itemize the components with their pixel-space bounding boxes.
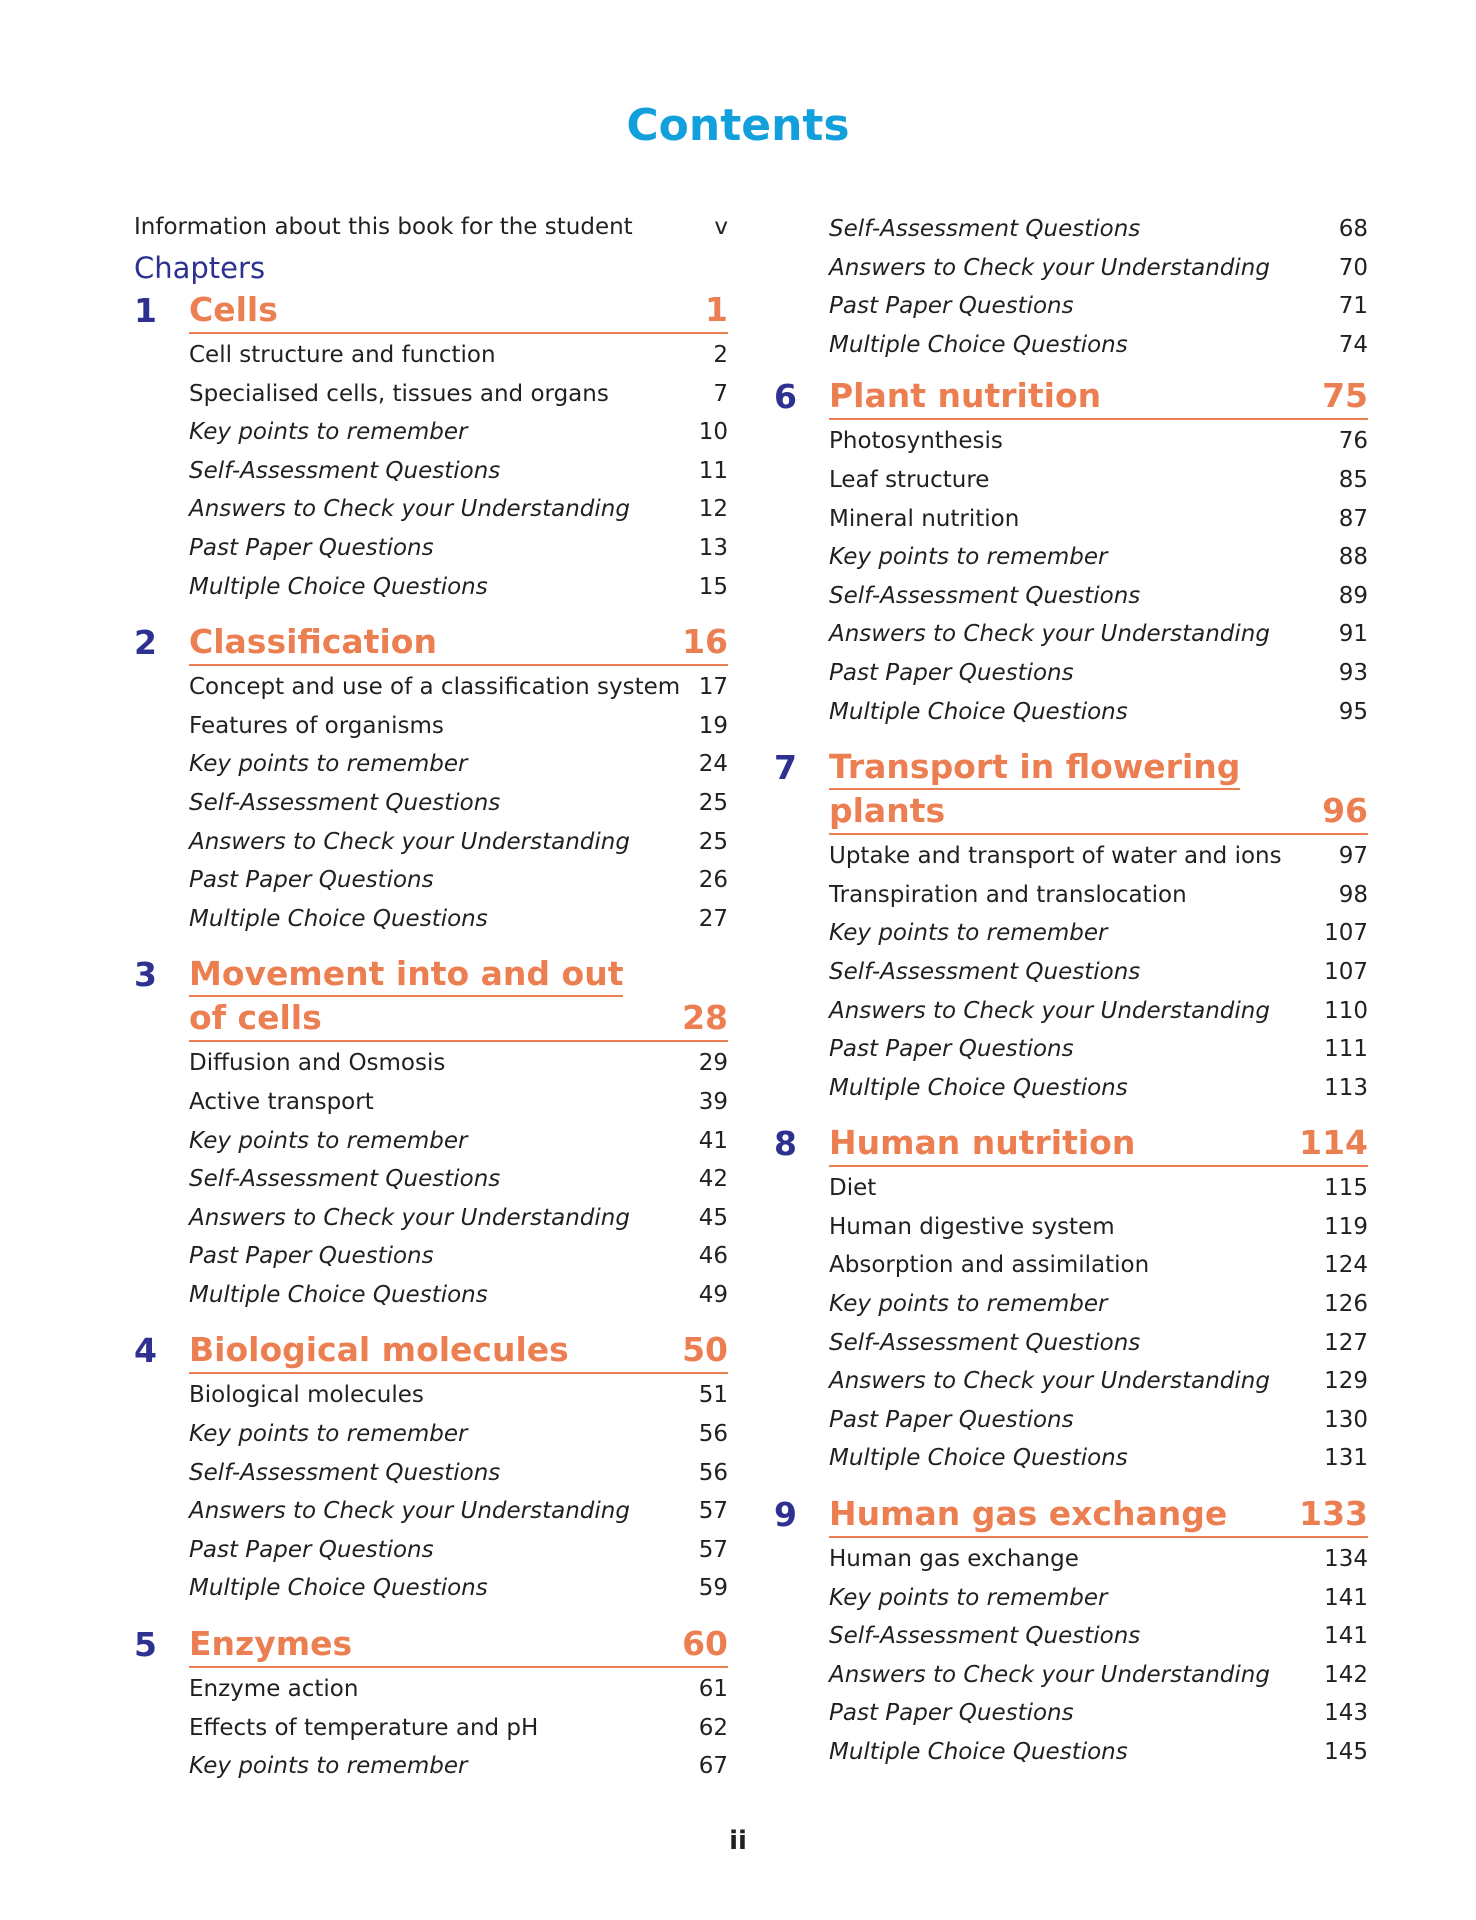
toc-entry[interactable] xyxy=(829,422,1368,461)
toc-entry-page: 70 xyxy=(1338,254,1368,281)
toc-entry-page: 42 xyxy=(698,1166,728,1193)
toc-entry-page: 98 xyxy=(1338,881,1368,908)
toc-entry-text: Diet xyxy=(829,1175,877,1202)
toc-entry-page: 95 xyxy=(1338,698,1368,725)
toc-entry-text: Biological molecules xyxy=(189,1382,424,1409)
toc-entry-page: 41 xyxy=(698,1127,728,1154)
toc-entry[interactable] xyxy=(189,1122,728,1161)
toc-entry[interactable] xyxy=(189,529,728,568)
toc-entry[interactable] xyxy=(829,837,1368,876)
chapter-items xyxy=(774,1538,1368,1772)
toc-entry-text: Past Paper Questions xyxy=(829,1700,1074,1727)
chapter-number: 1 xyxy=(134,291,157,330)
chapter-page: 114 xyxy=(1299,1123,1368,1163)
chapter-title: plants xyxy=(829,791,946,831)
toc-entry-text: Cell structure and function xyxy=(189,342,496,368)
toc-entry-page: 19 xyxy=(698,712,728,739)
right-chapter-list xyxy=(774,374,1368,1771)
chapter-items xyxy=(134,334,728,606)
chapter-heading[interactable] xyxy=(134,288,728,334)
toc-entry[interactable] xyxy=(189,490,728,529)
toc-entry-text: Multiple Choice Questions xyxy=(189,905,488,932)
toc-entry-page: 25 xyxy=(698,789,728,816)
chapter-items xyxy=(774,420,1368,731)
toc-entry[interactable] xyxy=(189,745,728,784)
toc-entry-text: Absorption and assimilation xyxy=(829,1252,1150,1279)
toc-entry-page: 13 xyxy=(698,534,728,561)
chapter-heading[interactable] xyxy=(774,1492,1368,1538)
toc-entry[interactable] xyxy=(829,654,1368,693)
chapter-title: Biological molecules xyxy=(189,1330,569,1370)
chapter-heading[interactable] xyxy=(134,620,728,666)
toc-entry[interactable] xyxy=(189,707,728,746)
toc-entry-page: 10 xyxy=(698,419,728,446)
toc-entry-text: Self-Assessment Questions xyxy=(829,1623,1141,1650)
toc-entry[interactable] xyxy=(829,326,1368,365)
toc-entry-text: Diffusion and Osmosis xyxy=(189,1050,446,1077)
toc-entry[interactable] xyxy=(189,568,728,607)
chapter-title: Classification xyxy=(189,622,437,662)
toc-entry-text: Key points to remember xyxy=(829,1584,1108,1611)
toc-entry-page: 142 xyxy=(1324,1661,1368,1688)
toc-entry-page: 49 xyxy=(698,1281,728,1308)
toc-entry-page: 134 xyxy=(1324,1546,1368,1573)
toc-entry-page: 71 xyxy=(1338,293,1368,320)
toc-entry-text: Specialised cells, tissues and organs xyxy=(189,380,609,407)
toc-entry[interactable] xyxy=(829,615,1368,654)
toc-entry-page: 57 xyxy=(698,1498,728,1525)
toc-entry-text: Key points to remember xyxy=(189,751,468,778)
toc-entry[interactable] xyxy=(189,1492,728,1531)
toc-entry-page: 2 xyxy=(713,342,728,368)
toc-entry-text: Answers to Check your Understanding xyxy=(829,1368,1270,1395)
toc-entry-text: Past Paper Questions xyxy=(829,1036,1074,1063)
toc-entry-page: 110 xyxy=(1324,997,1368,1024)
toc-entry-page: 141 xyxy=(1324,1584,1368,1611)
toc-entry-page: 119 xyxy=(1324,1213,1368,1240)
toc-entry[interactable] xyxy=(189,1083,728,1122)
toc-entry[interactable] xyxy=(829,1030,1368,1069)
chapter-items xyxy=(774,1167,1368,1478)
toc-entry-page: 45 xyxy=(698,1204,728,1231)
chapter-number: 4 xyxy=(134,1331,157,1371)
toc-entry[interactable] xyxy=(189,336,728,375)
toc-entry[interactable] xyxy=(189,1454,728,1493)
chapter-title: Human gas exchange xyxy=(829,1494,1228,1534)
toc-entry[interactable] xyxy=(189,1199,728,1238)
chapter-title: Plant nutrition xyxy=(829,376,1102,416)
toc-entry[interactable] xyxy=(829,461,1368,500)
chapter-7 xyxy=(774,745,1368,1107)
left-chapter-list xyxy=(134,288,728,1786)
toc-entry-page: 56 xyxy=(698,1459,728,1486)
chapter-heading[interactable] xyxy=(134,952,728,1042)
page-title: Contents xyxy=(626,100,850,151)
chapter-items xyxy=(134,1042,728,1314)
toc-entry-page: 127 xyxy=(1324,1329,1368,1356)
chapter-items xyxy=(774,835,1368,1107)
toc-right-column xyxy=(774,208,1368,1786)
chapter-title-part: Movement into and out xyxy=(189,953,623,997)
chapter-title-line xyxy=(189,288,728,334)
chapter-number: 3 xyxy=(134,955,157,995)
toc-entry-page: 124 xyxy=(1324,1252,1368,1279)
toc-entry-page: 141 xyxy=(1324,1623,1368,1650)
chapter-number: 2 xyxy=(134,623,157,663)
chapter-title-line xyxy=(189,996,728,1042)
chapter-6 xyxy=(774,374,1368,731)
chapter-2 xyxy=(134,620,728,938)
toc-entry[interactable] xyxy=(189,452,728,491)
toc-entry-text: Key points to remember xyxy=(189,1127,468,1154)
toc-entry[interactable] xyxy=(829,1169,1368,1208)
toc-entry-page: 12 xyxy=(698,496,728,523)
toc-entry[interactable] xyxy=(189,1237,728,1276)
chapter-5-continued-items xyxy=(774,208,1368,364)
toc-entry-text: Self-Assessment Questions xyxy=(189,789,501,816)
chapter-title: Enzymes xyxy=(189,1624,353,1664)
toc-entry[interactable] xyxy=(829,992,1368,1031)
toc-entry[interactable] xyxy=(189,861,728,900)
toc-entry[interactable] xyxy=(829,876,1368,915)
toc-entry-text: Multiple Choice Questions xyxy=(189,1575,488,1602)
toc-entry-text: Self-Assessment Questions xyxy=(829,582,1141,609)
chapter-title-part: Transport in flowering xyxy=(829,746,1240,790)
toc-entry-page: 126 xyxy=(1324,1291,1368,1318)
chapter-title-line xyxy=(829,1121,1368,1167)
chapter-page: 28 xyxy=(682,998,728,1038)
toc-entry-text: Key points to remember xyxy=(189,1753,468,1780)
toc-entry[interactable] xyxy=(189,375,728,414)
toc-entry-text: Multiple Choice Questions xyxy=(189,573,488,600)
chapter-items xyxy=(134,666,728,938)
toc-entry-text: Active transport xyxy=(189,1088,374,1115)
toc-entry-page: 27 xyxy=(698,905,728,932)
toc-entry-text: Answers to Check your Understanding xyxy=(189,496,630,523)
toc-entry-page: 111 xyxy=(1324,1036,1368,1063)
toc-entry-text: Self-Assessment Questions xyxy=(189,1166,501,1193)
toc-entry-page: 57 xyxy=(698,1536,728,1563)
toc-entry-text: Past Paper Questions xyxy=(189,1243,434,1270)
toc-entry-text: Answers to Check your Understanding xyxy=(829,254,1270,281)
chapter-title: Cells xyxy=(189,290,278,329)
chapter-title-line xyxy=(189,1622,728,1668)
toc-entry-text: Answers to Check your Understanding xyxy=(829,621,1270,648)
toc-entry-intro[interactable] xyxy=(134,208,728,246)
toc-entry-text: Leaf structure xyxy=(829,466,990,493)
toc-entry-text: Key points to remember xyxy=(829,544,1108,571)
chapter-title-line xyxy=(189,952,728,996)
toc-entry-page: 107 xyxy=(1324,958,1368,985)
toc-entry-page: v xyxy=(714,214,728,240)
toc-entry-text: Multiple Choice Questions xyxy=(829,1739,1128,1765)
toc-entry-page: 74 xyxy=(1338,331,1368,358)
toc-entry-text: Human digestive system xyxy=(829,1213,1115,1240)
toc-entry-text: Concept and use of a classification system xyxy=(189,674,681,701)
toc-entry-page: 76 xyxy=(1338,428,1368,455)
toc-entry-page: 26 xyxy=(698,867,728,894)
toc-entry-text: Features of organisms xyxy=(189,712,444,739)
toc-entry-page: 7 xyxy=(713,380,728,407)
toc-entry[interactable] xyxy=(189,1709,728,1748)
toc-entry-text: Past Paper Questions xyxy=(829,293,1074,320)
toc-entry-text: Past Paper Questions xyxy=(189,867,434,894)
toc-entry[interactable] xyxy=(189,900,728,939)
toc-entry-page: 93 xyxy=(1338,659,1368,686)
toc-entry-text: Past Paper Questions xyxy=(189,1536,434,1563)
toc-entry[interactable] xyxy=(189,1747,728,1786)
chapter-title: Human nutrition xyxy=(829,1123,1136,1163)
chapter-heading[interactable] xyxy=(774,374,1368,420)
toc-entry[interactable] xyxy=(829,953,1368,992)
toc-entry-page: 39 xyxy=(698,1088,728,1115)
toc-entry-text: Human gas exchange xyxy=(829,1546,1079,1573)
toc-entry[interactable] xyxy=(829,1617,1368,1656)
toc-entry-text: Key points to remember xyxy=(829,1291,1108,1318)
toc-entry[interactable] xyxy=(829,577,1368,616)
chapter-title: of cells xyxy=(189,998,322,1038)
chapter-title-line xyxy=(189,1328,728,1374)
chapter-5 xyxy=(134,1622,728,1786)
chapter-page: 75 xyxy=(1322,376,1368,416)
toc-entry-text: Self-Assessment Questions xyxy=(829,216,1141,242)
toc-entry[interactable] xyxy=(829,1208,1368,1247)
toc-entry[interactable] xyxy=(189,1415,728,1454)
toc-entry[interactable] xyxy=(829,1733,1368,1772)
chapter-number: 6 xyxy=(774,377,797,417)
chapter-number: 8 xyxy=(774,1124,797,1164)
toc-entry-text: Key points to remember xyxy=(189,419,468,446)
toc-entry-page: 15 xyxy=(698,573,728,600)
chapter-page: 133 xyxy=(1299,1494,1368,1534)
toc-entry-page: 24 xyxy=(698,751,728,778)
toc-entry-text: Multiple Choice Questions xyxy=(829,698,1128,725)
toc-entry-text: Uptake and transport of water and ions xyxy=(829,843,1282,870)
toc-entry-text: Key points to remember xyxy=(189,1421,468,1448)
chapter-page: 50 xyxy=(682,1330,728,1370)
toc-entry[interactable] xyxy=(189,1531,728,1570)
toc-entry-page: 56 xyxy=(698,1421,728,1448)
chapter-heading[interactable] xyxy=(774,745,1368,835)
chapter-page: 96 xyxy=(1322,791,1368,831)
toc-entry[interactable] xyxy=(829,500,1368,539)
toc-entry[interactable] xyxy=(829,1324,1368,1363)
toc-entry-page: 17 xyxy=(698,674,728,701)
toc-entry[interactable] xyxy=(189,1160,728,1199)
toc-entry[interactable] xyxy=(829,1579,1368,1618)
toc-entry-text: Self-Assessment Questions xyxy=(189,457,501,484)
chapter-title-line xyxy=(829,374,1368,420)
chapter-4 xyxy=(134,1328,728,1608)
toc-entry-page: 68 xyxy=(1338,216,1368,242)
toc-entry-page: 11 xyxy=(698,457,728,484)
toc-entry-text: Multiple Choice Questions xyxy=(829,1074,1128,1101)
toc-entry-text: Transpiration and translocation xyxy=(829,881,1187,908)
toc-entry-page: 130 xyxy=(1324,1406,1368,1433)
toc-entry-page: 145 xyxy=(1324,1739,1368,1765)
toc-entry-text: Answers to Check your Understanding xyxy=(189,828,630,855)
toc-entry-text: Self-Assessment Questions xyxy=(189,1459,501,1486)
toc-entry-page: 59 xyxy=(698,1575,728,1602)
toc-entry[interactable] xyxy=(829,1656,1368,1695)
toc-entry-page: 107 xyxy=(1324,920,1368,947)
toc-entry-text: Self-Assessment Questions xyxy=(829,958,1141,985)
toc-entry[interactable] xyxy=(829,1540,1368,1579)
toc-entry-text: Multiple Choice Questions xyxy=(829,331,1128,358)
toc-entry-text: Multiple Choice Questions xyxy=(189,1281,488,1308)
toc-entry-text: Information about this book for the student xyxy=(134,214,633,240)
chapters-heading: Chapters xyxy=(134,251,266,285)
chapter-items xyxy=(134,1374,728,1608)
toc-entry[interactable] xyxy=(829,1285,1368,1324)
toc-entry-page: 129 xyxy=(1324,1368,1368,1395)
toc-entry-page: 51 xyxy=(698,1382,728,1409)
chapter-page: 1 xyxy=(705,290,728,329)
chapter-page: 60 xyxy=(682,1624,728,1664)
toc-entry-page: 131 xyxy=(1324,1445,1368,1472)
toc-entry[interactable] xyxy=(829,1362,1368,1401)
chapter-items xyxy=(134,1668,728,1786)
toc-entry[interactable] xyxy=(189,413,728,452)
toc-entry-page: 61 xyxy=(698,1676,728,1703)
toc-entry-page: 25 xyxy=(698,828,728,855)
toc-entry-text: Past Paper Questions xyxy=(189,534,434,561)
toc-entry-page: 97 xyxy=(1338,843,1368,870)
toc-entry-page: 88 xyxy=(1338,544,1368,571)
toc-entry[interactable] xyxy=(829,1401,1368,1440)
toc-entry[interactable] xyxy=(189,1276,728,1315)
toc-entry-page: 143 xyxy=(1324,1700,1368,1727)
toc-entry-text: Multiple Choice Questions xyxy=(829,1445,1128,1472)
toc-left-column xyxy=(134,208,728,1800)
toc-entry[interactable] xyxy=(829,287,1368,326)
chapter-title-line xyxy=(829,1492,1368,1538)
toc-entry-text: Answers to Check your Understanding xyxy=(189,1498,630,1525)
toc-entry[interactable] xyxy=(829,1439,1368,1478)
toc-entry-page: 89 xyxy=(1338,582,1368,609)
chapter-number: 9 xyxy=(774,1495,797,1535)
toc-entry[interactable] xyxy=(829,1694,1368,1733)
toc-entry[interactable] xyxy=(829,538,1368,577)
chapter-number: 5 xyxy=(134,1625,157,1665)
chapter-title-line xyxy=(829,745,1368,789)
toc-entry[interactable] xyxy=(829,249,1368,288)
chapter-title-line xyxy=(829,789,1368,835)
toc-entry[interactable] xyxy=(189,1670,728,1709)
toc-entry-page: 87 xyxy=(1338,505,1368,532)
toc-entry-text: Past Paper Questions xyxy=(829,1406,1074,1433)
toc-entry-page: 29 xyxy=(698,1050,728,1077)
chapter-heading[interactable] xyxy=(774,1121,1368,1167)
toc-entry[interactable] xyxy=(829,1246,1368,1285)
chapter-title-line xyxy=(189,620,728,666)
toc-entry-text: Answers to Check your Understanding xyxy=(189,1204,630,1231)
toc-entry[interactable] xyxy=(189,1569,728,1608)
toc-entry[interactable] xyxy=(189,784,728,823)
toc-entry[interactable] xyxy=(189,1044,728,1083)
toc-entry[interactable] xyxy=(189,668,728,707)
chapter-3 xyxy=(134,952,728,1314)
toc-entry-text: Key points to remember xyxy=(829,920,1108,947)
page-number: ii xyxy=(729,1826,747,1856)
toc-entry[interactable] xyxy=(829,693,1368,732)
toc-entry-text: Self-Assessment Questions xyxy=(829,1329,1141,1356)
chapter-1 xyxy=(134,288,728,606)
toc-entry-text: Answers to Check your Understanding xyxy=(829,1661,1270,1688)
toc-entry-page: 62 xyxy=(698,1714,728,1741)
toc-entry[interactable] xyxy=(189,823,728,862)
toc-entry-text: Mineral nutrition xyxy=(829,505,1020,532)
toc-entry-page: 85 xyxy=(1338,466,1368,493)
chapter-number: 7 xyxy=(774,748,797,788)
toc-entry-page: 46 xyxy=(698,1243,728,1270)
toc-entry-text: Past Paper Questions xyxy=(829,659,1074,686)
toc-entry-text: Photosynthesis xyxy=(829,428,1003,455)
toc-entry-text: Enzyme action xyxy=(189,1676,359,1703)
chapter-heading[interactable] xyxy=(134,1328,728,1374)
toc-entry[interactable] xyxy=(829,914,1368,953)
toc-entry[interactable] xyxy=(829,210,1368,249)
chapter-page: 16 xyxy=(682,622,728,662)
toc-entry-page: 67 xyxy=(698,1753,728,1780)
chapter-9 xyxy=(774,1492,1368,1772)
toc-entry[interactable] xyxy=(189,1376,728,1415)
toc-entry-text: Effects of temperature and pH xyxy=(189,1714,539,1741)
toc-entry-text: Answers to Check your Understanding xyxy=(829,997,1270,1024)
chapter-8 xyxy=(774,1121,1368,1478)
toc-entry-page: 115 xyxy=(1324,1175,1368,1202)
toc-entry[interactable] xyxy=(829,1069,1368,1108)
chapter-heading[interactable] xyxy=(134,1622,728,1668)
toc-entry-page: 113 xyxy=(1324,1074,1368,1101)
toc-entry-page: 91 xyxy=(1338,621,1368,648)
